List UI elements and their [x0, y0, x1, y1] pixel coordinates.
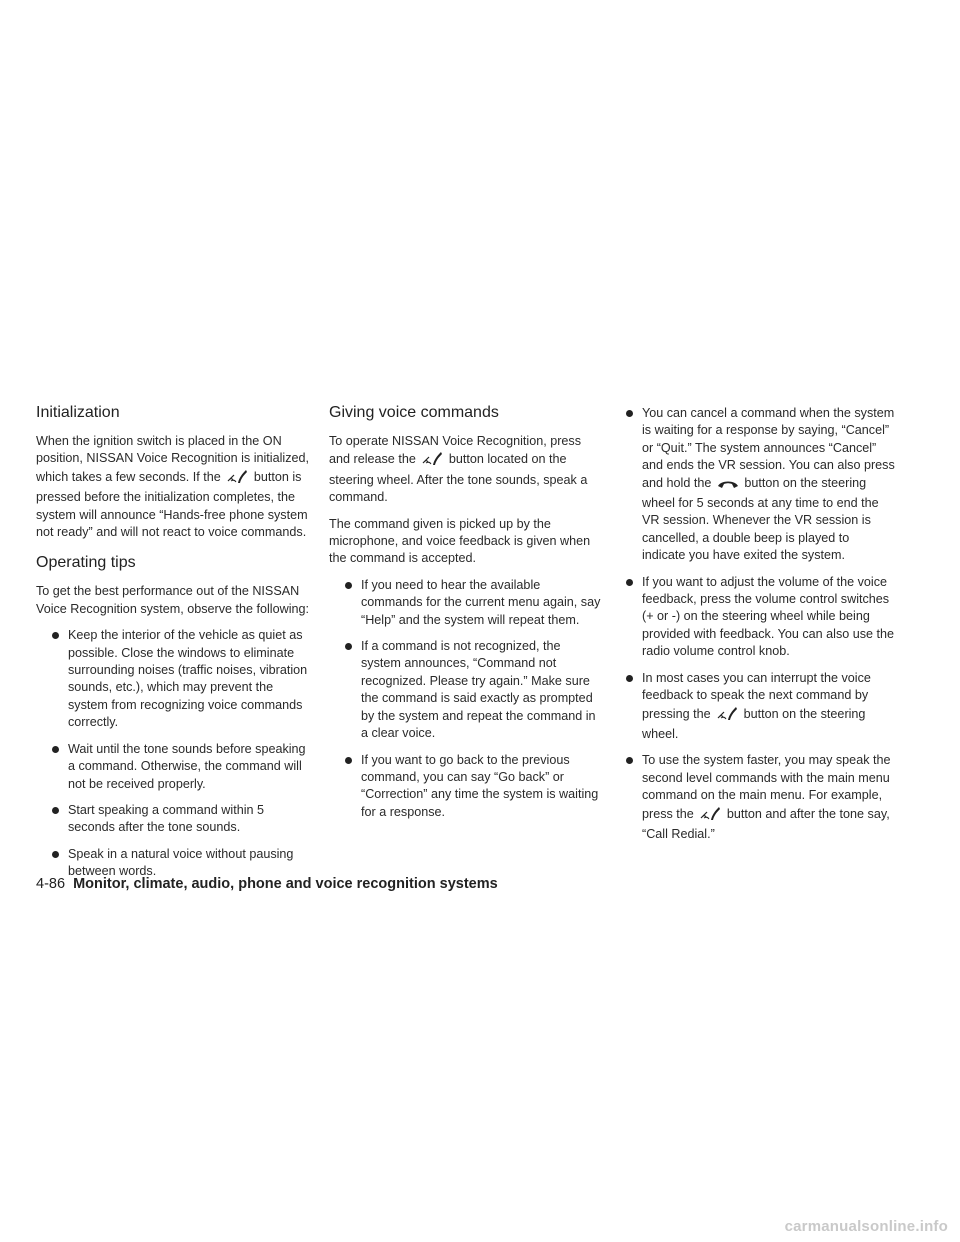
page-footer	[36, 876, 498, 892]
giving-commands-list	[329, 577, 603, 821]
list-item: You can cancel a command when the system is waiting for a response by saying, “Cancel” or “Quit.” The system announces “Cancel” and ends the VR session. You can also press and hold the button on the steering wheel for 5 seconds at any time to end the VR session. Whenever the VR session is cancelled, a double beep is played to indicate you have exited the system.	[622, 405, 896, 565]
list-item: Speak in a natural voice without pausing between words.	[36, 846, 310, 881]
column-right	[622, 405, 896, 852]
heading-initialization: Initialization	[36, 404, 120, 421]
heading-operating-tips: Operating tips	[36, 554, 136, 572]
list-item: In most cases you can interrupt the voice feedback to speak the next command by pressing the button on the steering wheel.	[622, 670, 896, 744]
column-middle	[329, 403, 603, 830]
bullet-icon	[52, 851, 59, 858]
giving-commands-paragraph-1: To operate NISSAN Voice Recognition, press and release the button located on the steering wheel. After the tone sounds, speak a command.	[329, 434, 588, 505]
list-item: Wait until the tone sounds before speaking a command. Otherwise, the command will not be received properly.	[36, 741, 310, 793]
bullet-icon	[52, 807, 59, 814]
voice-talk-icon	[699, 805, 721, 826]
list-item: Start speaking a command within 5 seconds after the tone sounds.	[36, 802, 310, 837]
voice-talk-icon	[421, 450, 443, 471]
bullet-icon	[626, 410, 633, 417]
tips-list-continued	[622, 405, 896, 843]
phone-hangup-icon	[717, 478, 739, 495]
bullet-icon	[626, 579, 633, 586]
bullet-icon	[626, 675, 633, 682]
list-item: If you want to go back to the previous command, you can say “Go back” or “Correction” any time the system is waiting for a response.	[329, 752, 603, 822]
list-item: If a command is not recognized, the system announces, “Command not recognized. Please try again.” Make sure the command is said exactly as prompted by the system and repeat the command in a clear voice.	[329, 638, 603, 742]
bullet-icon	[345, 582, 352, 589]
bullet-icon	[345, 643, 352, 650]
operating-tips-list	[36, 627, 310, 880]
voice-talk-icon	[716, 705, 738, 726]
bullet-icon	[626, 757, 633, 764]
list-item: To use the system faster, you may speak the second level commands with the main menu command on the main menu. For example, press the button and after the tone say, “Call Redial.”	[622, 752, 896, 843]
voice-talk-icon	[226, 468, 248, 489]
list-item: If you need to hear the available commands for the current menu again, say “Help” and the system will repeat them.	[329, 577, 603, 629]
page-number: 4-86	[36, 876, 66, 892]
list-item: If you want to adjust the volume of the voice feedback, press the volume control switches (+ or -) on the steering wheel while being provided with feedback. You can also use the radio volume control knob.	[622, 574, 896, 661]
section-title: Monitor, climate, audio, phone and voice recognition systems	[73, 876, 498, 892]
giving-commands-paragraph-2: The command given is picked up by the microphone, and voice feedback is given when the command is accepted.	[329, 516, 591, 566]
bullet-icon	[345, 757, 352, 764]
bullet-icon	[52, 746, 59, 753]
bullet-icon	[52, 632, 59, 639]
watermark: carmanualsonline.info	[784, 1218, 948, 1235]
initialization-paragraph: When the ignition switch is placed in the ON position, NISSAN Voice Recognition is initialized, which takes a few seconds. If the button is pressed before the initialization completes, the system will announce “Hands-free phone system not ready” and will not react to voice commands.	[36, 434, 310, 540]
list-item: Keep the interior of the vehicle as quiet as possible. Close the windows to eliminate surrounding noises (traffic noises, vibration sounds, etc.), which may prevent the system from recognizing voice commands correctly.	[36, 627, 310, 731]
heading-giving-voice-commands: Giving voice commands	[329, 404, 499, 421]
operating-tips-intro: To get the best performance out of the NISSAN Voice Recognition system, observe the following:	[36, 584, 310, 616]
column-left	[36, 403, 310, 890]
